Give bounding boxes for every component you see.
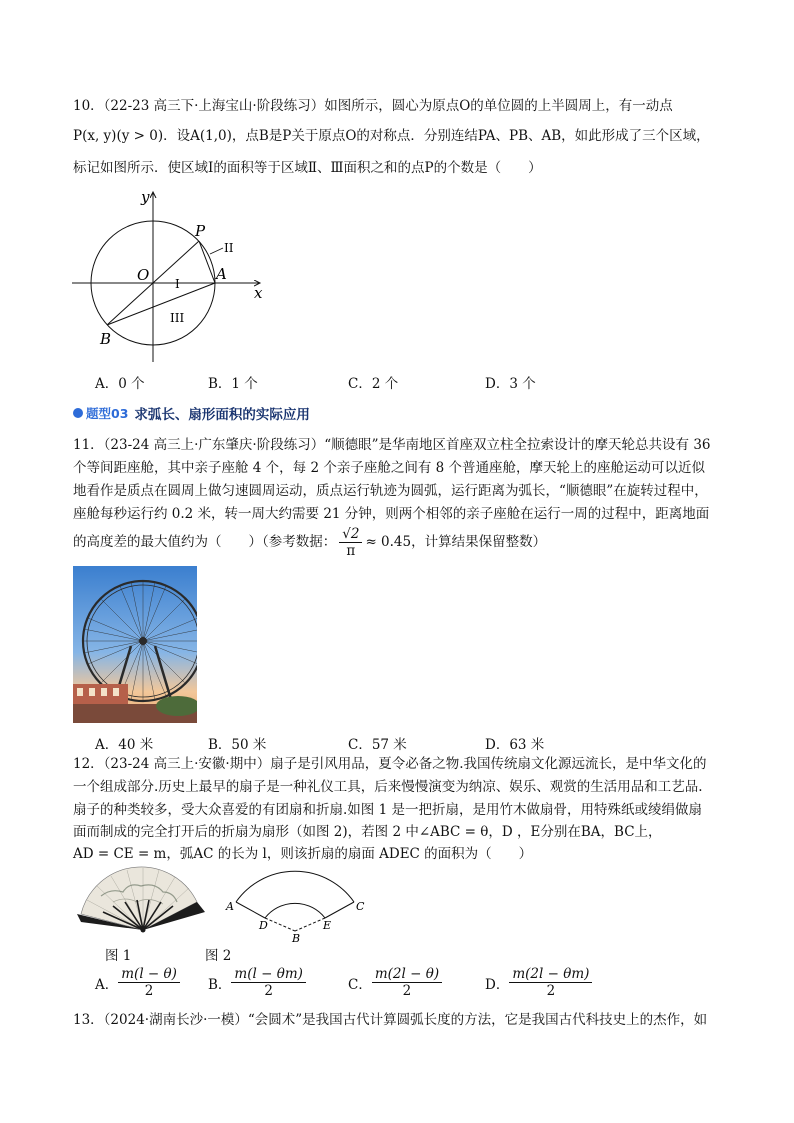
label-b: B [292, 932, 301, 942]
q12-line-5: AD = CE = m，弧AC 的长为 l，则该折扇的扇面 ADEC 的面积为（ ） [73, 846, 533, 862]
reference-fraction [339, 526, 362, 559]
reference-fraction-numerator: √2 [339, 526, 362, 543]
q12-option-a-numerator: m(l − θ) [118, 966, 180, 983]
segment-eb-dashed [295, 918, 325, 931]
q11-option-b[interactable]: B．50 米 [208, 737, 267, 753]
region-2-label: II [224, 241, 234, 255]
label-d: D [259, 919, 268, 932]
q10-option-d[interactable]: D．3 个 [485, 376, 536, 392]
q10-option-b[interactable]: B．1 个 [208, 376, 258, 392]
q11-line-1: 11．（23-24 高三上·广东肇庆·阶段练习）“顺德眼”是华南地区首座双立柱全拉索设计的摩天轮总共设有 36 [73, 437, 711, 453]
label-b: B [100, 330, 112, 348]
q11-line-5 [73, 526, 546, 558]
region-1-label: I [175, 277, 180, 291]
q11-option-c[interactable]: C．57 米 [348, 737, 407, 753]
q12-line-3: 扇子的种类较多，受大众喜爱的有团扇和折扇.如图 1 是一把折扇，是用竹木做扇骨，用特殊纸或绫绢做扇 [73, 802, 702, 818]
label-p: P [195, 222, 206, 240]
q10-line-3: 标记如图所示．使区域Ⅰ的面积等于区域Ⅱ、Ⅲ面积之和的点P的个数是（ ） [73, 160, 542, 176]
q10-line-1: 10．（22-23 高三下·上海宝山·阶段练习）如图所示，圆心为原点O的单位圆的上半圆周上，有一动点 [73, 98, 673, 114]
q12-option-d-fraction [509, 966, 592, 999]
q12-option-d-denominator: 2 [546, 983, 556, 999]
region-3-label: III [170, 311, 185, 325]
q12-option-c-denominator: 2 [402, 983, 412, 999]
q12-option-c-label: C． [348, 976, 372, 993]
label-a: A [216, 265, 227, 283]
q13-line-1: 13．（2024·湖南长沙·一模）“会圆术”是我国古代计算圆弧长度的方法，它是我国古代科技史上的杰作，如 [73, 1012, 708, 1028]
q12-option-c-fraction [372, 966, 442, 999]
segment-ab [107, 283, 215, 325]
q12-line-4: 面而制成的完全打开后的折扇为扇形（如图 2)，若图 2 中∠ABC = θ，D ，E分别在BA，BC上， [73, 824, 662, 840]
q12-option-a-fraction [118, 966, 180, 999]
q10-line-2: P(x, y)(y > 0)．设A(1,0)，点B是P关于原点O的对称点．分别连结PA、PB、AB，如此形成了三个区域， [73, 128, 710, 144]
outer-arc-ac [236, 871, 354, 902]
segment-db-dashed [265, 918, 295, 931]
q11-line-5-end: ≈ 0.45，计算结果保留整数） [365, 534, 547, 550]
label-c: C [356, 900, 365, 913]
q11-line-5-start: 的高度差的最大值约为（ ）（参考数据： [73, 534, 337, 550]
q12-option-d-label: D． [485, 976, 510, 993]
q10-option-a[interactable]: A．0 个 [95, 376, 145, 392]
figure-1-caption: 图 1 [105, 948, 132, 964]
label-y: y [141, 188, 150, 206]
figure-2-caption: 图 2 [205, 948, 232, 964]
q12-option-b[interactable] [208, 966, 306, 999]
ferris-wheel-photo [73, 566, 197, 723]
q12-option-d[interactable] [485, 966, 592, 999]
label-e: E [323, 919, 332, 932]
q12-option-b-label: B． [208, 976, 232, 993]
q12-option-c[interactable] [348, 966, 442, 999]
q12-option-a-denominator: 2 [144, 983, 154, 999]
section-title: 求弧长、扇形面积的实际应用 [134, 407, 310, 423]
q12-option-a-label: A． [95, 976, 119, 993]
section-tag: 题型03 [86, 406, 129, 421]
unit-circle-figure [70, 186, 270, 366]
q11-line-2: 个等间距座舱，其中亲子座舱 4 个，每 2 个亲子座舱之间有 8 个普通座舱，摩天轮上的座舱运动可以近似 [73, 460, 706, 476]
segment-ad [236, 902, 265, 918]
region-2-pointer [210, 248, 223, 254]
reference-fraction-denominator: π [346, 542, 356, 559]
q12-line-2: 一个组成部分.历史上最早的扇子是一种礼仪工具，后来慢慢演变为纳凉、娱乐、观赏的生活用品和工艺品. [73, 779, 703, 795]
label-o: O [137, 266, 150, 284]
q12-option-d-numerator: m(2l − θm) [509, 966, 592, 983]
q12-option-b-denominator: 2 [264, 983, 273, 999]
folding-fan-photo [73, 862, 207, 934]
q12-option-c-numerator: m(2l − θ) [372, 966, 442, 983]
q12-option-a[interactable] [95, 966, 180, 999]
bullet-icon [73, 408, 83, 418]
segment-ce [325, 902, 354, 918]
label-a: A [226, 900, 234, 913]
segment-pa [199, 241, 215, 283]
q11-option-a[interactable]: A．40 米 [95, 737, 154, 753]
q10-option-c[interactable]: C．2 个 [348, 376, 399, 392]
q11-line-4: 座舱每秒运行约 0.2 米，转一周大约需要 21 分钟，则两个相邻的亲子座舱在运行一周的过程中，距离地面 [73, 506, 710, 522]
q12-option-b-fraction [231, 966, 305, 999]
q12-line-1: 12．（23-24 高三上·安徽·期中）扇子是引风用品，夏令必备之物.我国传统扇文化源远流长，是中华文化的 [73, 756, 707, 772]
q11-line-3: 地看作是质点在圆周上做匀速圆周运动，质点运行轨迹为圆弧，运行距离为弧长，“顺德眼”在旋转过程中， [73, 483, 708, 499]
fan-sector-diagram [222, 858, 372, 942]
section-heading [73, 403, 310, 423]
q12-option-b-numerator: m(l − θm) [231, 966, 305, 983]
q11-option-d[interactable]: D．63 米 [485, 737, 545, 753]
label-x: x [254, 284, 263, 302]
inner-arc-de [265, 903, 325, 918]
